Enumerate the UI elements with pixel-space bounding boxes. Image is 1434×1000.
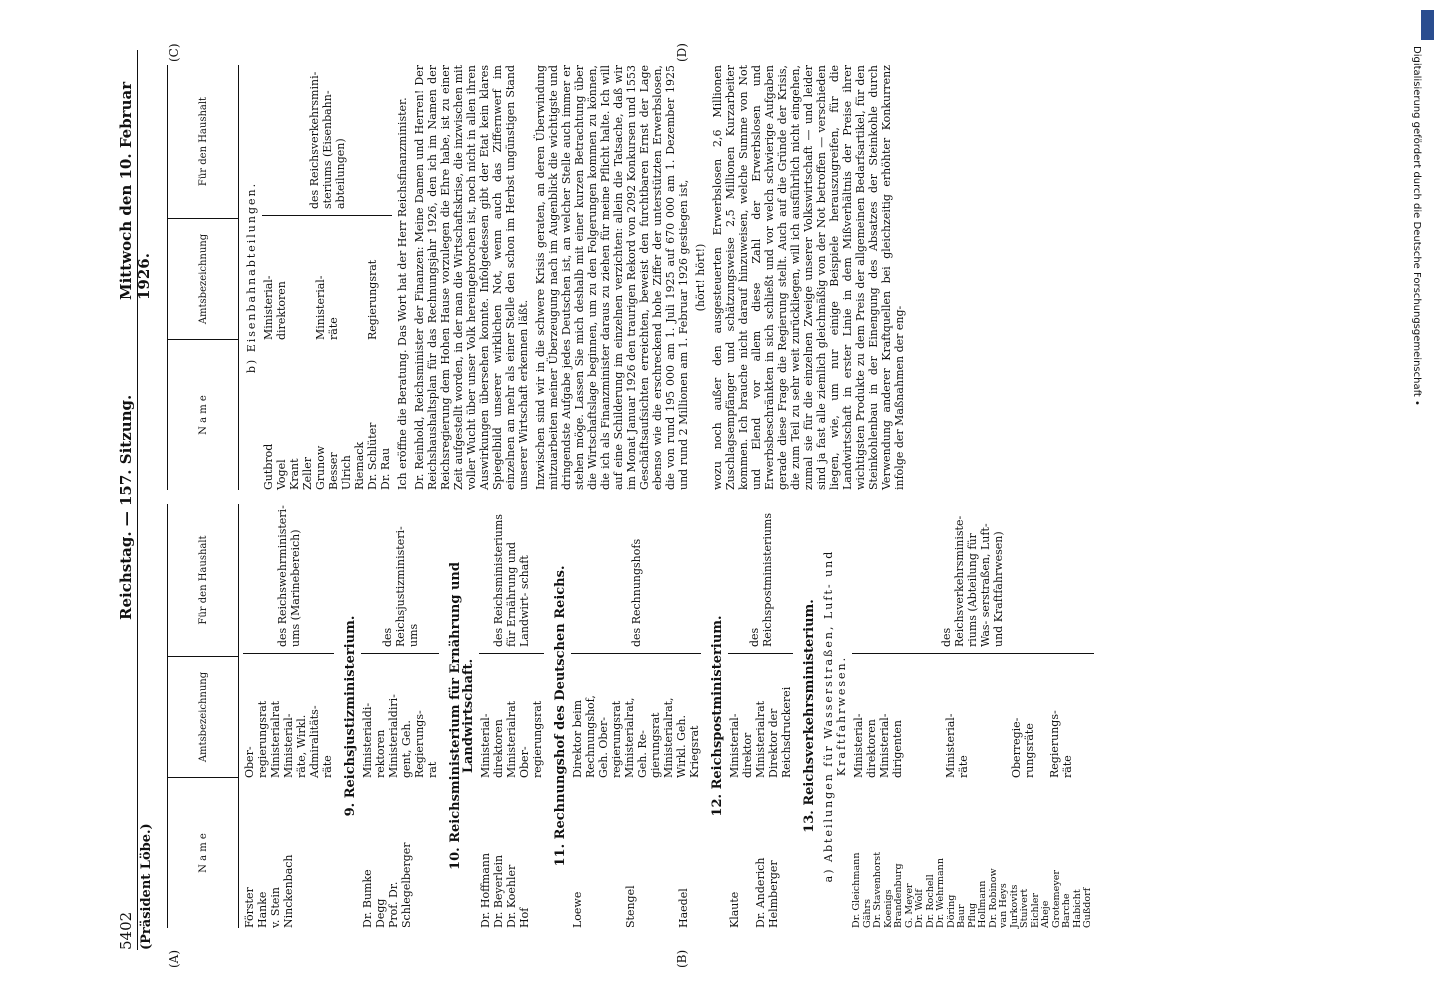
group-audit-office (571, 504, 701, 928)
margin-label-c: (C) (167, 43, 181, 62)
title-line: Regierungsrat (366, 259, 379, 340)
title-line: Direktor beim (571, 699, 584, 778)
paragraph: Inzwischen sind wir in die schwere Krisis geraten, an deren Überwindung mitzuarbeiten meiner Überzeugung nach im Augenblick die wichtigste und dringendste Aufgabe jedes Deutschen ist, an welcher Stelle auch immer er stehen möge. Lassen Sie mich deshalb mit einer kurzen Betrachtung über die Wirtschaftslage beginnen, um zu den Folgerungen kommen zu können, die ich als Finanzminister daraus zu ziehen für meine Pflicht halte. Ich will auf eine Schilderung im einzelnen verzichten: allein die Tatsache, daß wir im Monat Januar 1926 den traurigen Rekord von 2092 Konkursen und 1553 Geschäftsaufsichten erreichten, beweist den furchtbaren Ernst der Lage ebenso wie die erschreckend hohe Ziffer der unterstützten Erwerbslosen, die von rund 195 000 am 1. Juli 1925 auf 670 000 am 1. Dezember 1925 und rund 2 Millionen am 1. Februar 1926 gestiegen ist, (534, 65, 690, 490)
person-name: Gußdorf (1082, 887, 1093, 928)
title-line: Ministerial- (314, 275, 327, 340)
title-line: rat (426, 761, 439, 778)
person-name: Grotemeyer (1050, 869, 1062, 928)
titles (728, 653, 793, 778)
title-line: rektoren (374, 729, 387, 778)
person-name: Habicht (1071, 889, 1083, 928)
person-name: Loewe (571, 891, 584, 928)
titles (361, 653, 439, 778)
subsection-heading: b) Eisenbahnabteilungen. (245, 181, 258, 374)
names (243, 778, 334, 928)
group-post (728, 504, 793, 928)
title-line: räte (957, 755, 970, 778)
title-line: direktoren (492, 719, 505, 778)
person-name: Hollmann (977, 880, 988, 928)
title-line: Ministerial- (728, 713, 741, 778)
group-navy (243, 504, 334, 928)
person-name: Dr. Schlüter (366, 422, 379, 490)
section-heading: 9. Reichsjustizministerium. (343, 615, 358, 817)
header-title: Amtsbezeichnung (168, 218, 238, 339)
titles (262, 215, 392, 340)
person-name: Riemack (353, 441, 366, 490)
person-name: Gährs (861, 898, 873, 928)
title-line: rungsräte (1023, 723, 1036, 778)
title-line: Oberregie- (1010, 717, 1023, 778)
page-number: 5402 (117, 911, 135, 950)
section-heading: 11. Rechnungshof des Deutschen Reichs. (553, 565, 568, 867)
names (571, 778, 701, 928)
title-line: Ministerial- (852, 713, 865, 778)
table-header (167, 65, 239, 490)
dfg-logo-icon (1421, 10, 1434, 40)
paragraph: Dr. Reinhold, Reichsminister der Finanzen: Meine Damen und Herren! Der Reichshaushaltsplan für das Rechnungsjahr 1926, den ich im Namen der Reichsregierung dem Hohen Hause vorzulegen die Ehre habe, ist zu einer Zeit aufgestellt worden, in der man die Wirtschaftskrise, die inzwischen mit voller Wucht über unser Volk hereingebrochen ist, noch nicht in allen ihren Auswirkungen übersehen konnte. Infolgedessen gibt der Etat kein klares Spiegelbild unserer wirklichen Not, wenn auch das Ziffernwerf im einzelnen an mehr als einer Stelle den schon im Herbst ungünstigen Stand unserer Wirtschaft erkennen läßt. (413, 65, 530, 490)
person-name: Haedel (677, 888, 690, 928)
person-name: Döring (945, 894, 957, 928)
person-name: Aheje (1040, 900, 1051, 928)
person-name: Grunow (314, 445, 327, 490)
person-name: Helmberger (767, 860, 780, 928)
person-name: Dr. Rochell (924, 874, 936, 928)
names (852, 778, 1094, 928)
person-name: Eichler (1029, 893, 1041, 928)
header-budget: Für den Haushalt (197, 96, 209, 187)
section-heading: 10. Reichsministerium für Ernährung und Landwirtschaft. (448, 562, 476, 870)
title-line: direktoren (275, 281, 288, 340)
session-date: Mittwoch den 10. Februar 1926. (117, 81, 153, 300)
title-line: Ministerialrat, (623, 697, 636, 778)
title-line: direktoren (865, 719, 878, 778)
group-transport-waterways (852, 504, 1094, 928)
person-name: Dr. Koehler (505, 864, 518, 928)
person-name: Brandenburg (893, 863, 904, 928)
title-line: Ministerialdiri- (387, 694, 400, 778)
person-name: van Heys (998, 883, 1009, 928)
person-name: Ninckenbach (282, 854, 295, 928)
person-name: Ulrich (340, 455, 353, 490)
session-title: Reichstag. — 157. Sitzung. (117, 394, 135, 620)
margin-label-d: (D) (675, 43, 689, 62)
title-line: Ministerialrat (505, 700, 518, 778)
title-line: Ministerialrat (269, 700, 282, 778)
paragraph: wozu noch außer den ausgesteuerten Erwerbslosen 2,6 Millionen Zuschlagsempfänger und schätzungsweise 2,5 Millionen Kurzarbeiter kommen. Ich brauche nicht darauf hinzuweisen, welche Summe von Not und Elend vor allem diese Zahl der Erwerbslosen und Erwerbsbeschränkten in sich schließt und vor welch schwierige Aufgaben gerade diese Frage die Regierung stellt. Auch auf die Gründe der Krisis, die zum Teil zu sehr weit zurückliegen, will ich ausführlich nicht eingehen, zumal sie für die einzelnen Zweige unserer Volkswirtschaft — und leider sind ja fast alle ziemlich gleichmäßig von der Not betroffen — verschieden liegen, wie, um nur einige Beispiele herauszugreifen, für die Landwirtschaft in erster Linie in dem Mißverhältnis der Preise ihrer wichtigsten Produkte zu dem Preis der allgemeinen Bedarfsartikel, für den Steinkohlenbau in der Einengung des Absatzes der Steinkohle durch Verwendung anderer Kraftquellen bei gleichzeitig erhöhter Konkurrenz infolge der Maßnahmen der eng- (711, 65, 906, 490)
title-line: Rechnungshof, (584, 695, 597, 778)
title-line: Geh. Re- (636, 730, 649, 778)
person-name: Schlegelberger (400, 842, 413, 928)
title-line: Ober- (243, 746, 256, 778)
titles (243, 653, 334, 778)
title-line: regierungsrat (610, 700, 623, 778)
title-line: Ministerial- (282, 713, 295, 778)
rotated-document-page (115, 43, 1335, 968)
budget: des Reichsjustizministeri- ums (380, 526, 420, 647)
margin-label-a: (A) (167, 949, 181, 968)
title-line: Ministerial- (878, 713, 891, 778)
person-name: Dr. Wehrmann (935, 857, 946, 928)
group-justice (361, 504, 439, 928)
title-line: regierungsrat (531, 700, 544, 778)
title-line: Ministerial- (944, 713, 957, 778)
group-railway (262, 65, 392, 490)
person-name: Dr. Beyerlein (492, 854, 505, 928)
budget: des Reichsverkehrsministe- riums (Abteilung für Was- serstraßen, Luft- und Kraftfahrwesen) (940, 515, 1006, 647)
title-line: Regierungs- (413, 710, 426, 778)
person-name: Dr. Robinow (987, 868, 999, 928)
person-name: Prof. Dr. (387, 881, 400, 928)
budget: des Reichsverkehrsmini- steriums (Eisenbahn- abteilungen) (307, 71, 347, 209)
person-name: Baur (956, 904, 967, 928)
right-column (167, 65, 910, 490)
names (262, 340, 392, 490)
person-name: Pflug (966, 902, 978, 928)
title-line: Ministerial- (262, 275, 275, 340)
person-name: Dr. Wolf (914, 889, 925, 928)
person-name: Dr. Stavenhorst (872, 851, 883, 928)
title-line: räte (327, 317, 340, 340)
person-name: Stengel (624, 885, 637, 928)
margin-label-b: (B) (675, 949, 689, 968)
paragraph: Ich eröffne die Beratung. Das Wort hat der Herr Reichsfinanzminister. (396, 97, 409, 490)
left-column (167, 504, 1094, 928)
person-name: Vogel (275, 459, 288, 490)
person-name: Jurkovits (1008, 884, 1020, 928)
person-name: Klaute (728, 891, 741, 928)
person-name: Dr. Anderich (754, 857, 767, 928)
title-line: gent, Geh. (400, 720, 413, 778)
header-title: Amtsbezeichnung (168, 656, 238, 777)
person-name: Stuivert (1019, 888, 1030, 928)
interjection: (hört! hört!) (694, 243, 707, 312)
title-line: Ministerial- (479, 713, 492, 778)
title-line: Direktor der (767, 708, 780, 778)
title-line: direktor (741, 732, 754, 778)
budget: des Reichsministeriums für Ernährung und Landwirt- schaft (492, 514, 531, 647)
person-name: v. Stein (269, 887, 282, 928)
title-line: Ministerialrat (754, 700, 767, 778)
person-name: Dr. Rau (379, 447, 392, 490)
title-line: dirigenten (891, 720, 904, 778)
header-name: N a m e (168, 777, 238, 928)
title-line: regierungsrat (256, 700, 269, 778)
title-line: Admiralitäts- (308, 705, 321, 778)
title-line: Wirkl. Geh. (675, 715, 688, 778)
table-header (167, 504, 239, 928)
title-line: Ministerialdi- (361, 702, 374, 778)
person-name: G. Meyer (903, 883, 915, 928)
group-agriculture (479, 504, 544, 928)
person-name: Dr. Hoffmann (479, 852, 492, 928)
person-name: Hof (518, 907, 531, 928)
budget: des Reichswehrministeri- ums (Marinebereich) (275, 505, 302, 647)
title-line: räte (1061, 755, 1074, 778)
titles (479, 653, 544, 778)
budget: des Reichspostministeriums (747, 513, 774, 647)
title-line: Regierungs- (1048, 710, 1061, 778)
section-heading: 12. Reichspostministerium. (710, 615, 725, 817)
title-line: Geh. Ober- (597, 717, 610, 778)
person-name: Zeller (301, 457, 314, 490)
person-name: Besser (327, 452, 340, 490)
digitization-credit: Digitalisierung gefördert durch die Deutsche Forschungsgemeinschaft • (1411, 46, 1422, 406)
person-name: Dr. Bumke (361, 869, 374, 928)
person-name: Degg (374, 898, 387, 928)
person-name: Krant (288, 458, 301, 490)
titles (571, 653, 701, 778)
person-name: Koenigs (882, 889, 894, 928)
person-name: Dr. Gleichmann (851, 852, 862, 928)
budget: des Rechnungshofs (629, 538, 643, 647)
title-line: räte (321, 755, 334, 778)
section-heading: 13. Reichsverkehrsministerium. (802, 599, 817, 833)
president-note: (Präsident Löbe.) (139, 823, 154, 950)
titles (852, 653, 1094, 778)
subsection-heading: a) Abteilungen für Wasserstraßen, Luft- und Kraftfahrwesen. (822, 549, 848, 883)
title-line: Kriegsrat (688, 725, 701, 778)
title-line: räte, Wirkl. (295, 714, 308, 778)
names (361, 778, 439, 928)
person-name: Hanke (256, 891, 269, 928)
title-line: Ministerialrat, (662, 697, 675, 778)
header-rule (137, 50, 138, 950)
title-line: Reichsdruckerei (780, 686, 793, 778)
person-name: Barche (1061, 893, 1072, 928)
title-line: Ober- (518, 746, 531, 778)
title-line: gierungsrat (649, 712, 662, 778)
names (479, 778, 544, 928)
person-name: Gutbrod (262, 443, 275, 490)
header-name: N a m e (168, 339, 238, 490)
names (728, 778, 793, 928)
header-budget: Für den Haushalt (197, 535, 209, 625)
person-name: Förster (243, 887, 256, 928)
